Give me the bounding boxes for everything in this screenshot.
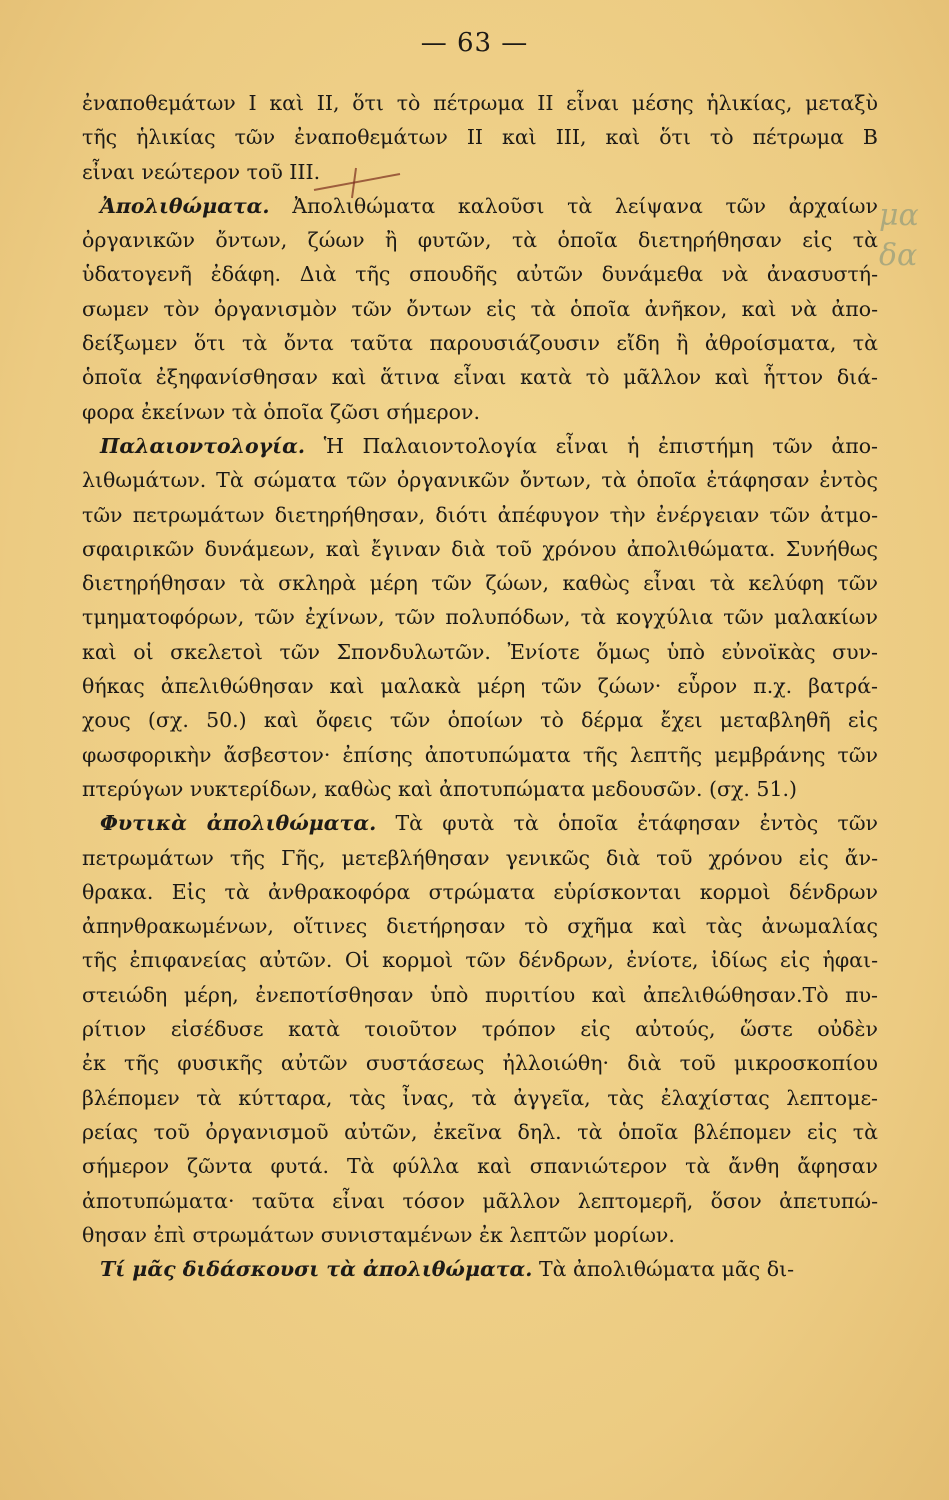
text-line: καὶ οἱ σκελετοὶ τῶν Σπονδυλωτῶν. Ἐνίοτε ὅμως ὑπὸ εὐνοϊκὰς συν- xyxy=(82,639,878,664)
text-line: βλέπομεν τὰ κύτταρα, τὰς ἶνας, τὰ ἀγγεῖα, τὰς ἐλαχίστας λεπτομε- xyxy=(82,1085,878,1110)
text-line: τμηματοφόρων, τῶν ἐχίνων, τῶν πολυπόδων, τὰ κογχύλια τῶν μαλακίων xyxy=(82,605,878,630)
section-heading: Φυτικὰ ἀπολιθώματα. xyxy=(100,811,377,836)
text-line: θησαν ἐπὶ στρωμάτων συνισταμένων ἐκ λεπτῶν μορίων. xyxy=(82,1222,675,1247)
text-line-first xyxy=(82,189,878,223)
section-heading: Παλαιοντολογία. xyxy=(100,433,305,458)
text-line: ὀργανικῶν ὄντων, ζώων ἢ φυτῶν, τὰ ὁποῖα διετηρήθησαν εἰς τὰ xyxy=(82,228,878,253)
text-line: ρίτιον εἰσέδυσε κατὰ τοιοῦτον τρόπον εἰς αὐτούς, ὥστε οὐδὲν xyxy=(82,1017,878,1042)
text-line-first xyxy=(82,806,878,840)
text-line: φορα ἐκείνων τὰ ὁποῖα ζῶσι σήμερον. xyxy=(82,399,480,424)
paragraph xyxy=(82,429,878,806)
text-line: εἶναι νεώτερον τοῦ ΙΙΙ. xyxy=(82,159,321,184)
text-line: τῶν πετρωμάτων διετηρήθησαν, διότι ἀπέφυγον τὴν ἐνέργειαν τῶν ἀτμο- xyxy=(82,502,878,527)
text-line: φωσφορικὴν ἄσβεστον· ἐπίσης ἀποτυπώματα τῆς λεπτῆς μεμβράνης τῶν xyxy=(82,742,878,767)
text-line: θήκας ἀπελιθώθησαν καὶ μαλακὰ μέρη τῶν ζώων· εὗρον π.χ. βατρά- xyxy=(82,674,878,699)
text-line: χους (σχ. 50.) καὶ ὄφεις τῶν ὁποίων τὸ δέρμα ἔχει μεταβληθῆ εἰς xyxy=(82,708,878,733)
paragraph xyxy=(82,189,878,429)
text-line: λιθωμάτων. Τὰ σώματα τῶν ὀργανικῶν ὄντων, τὰ ὁποῖα ἐτάφησαν ἐντὸς xyxy=(82,468,878,493)
text-line: σωμεν τὸν ὀργανισμὸν τῶν ὄντων εἰς τὰ ὁποῖα ἀνῆκον, καὶ νὰ ἀπο- xyxy=(82,296,878,321)
paragraph xyxy=(82,806,878,1252)
text-line: πτερύγων νυκτερίδων, καθὼς καὶ ἀποτυπώματα μεδουσῶν. (σχ. 51.) xyxy=(82,776,798,801)
margin-note: μα δα xyxy=(879,198,919,273)
text-line: πετρωμάτων τῆς Γῆς, μετεβλήθησαν γενικῶς διὰ τοῦ χρόνου εἰς ἄν- xyxy=(82,845,878,870)
text-line: θρακα. Εἰς τὰ ἀνθρακοφόρα στρώματα εὑρίσκονται κορμοὶ δένδρων xyxy=(82,879,878,904)
body-text xyxy=(82,86,878,1286)
text-line-first xyxy=(82,429,878,463)
text-run: Ἀπολιθώματα καλοῦσι τὰ λείψανα τῶν ἀρχαίων xyxy=(269,193,878,218)
text-line: ὑδατογενῆ ἐδάφη. Διὰ τῆς σπουδῆς αὐτῶν δυνάμεθα νὰ ἀνασυστή- xyxy=(82,262,878,287)
text-line: ἐναποθεμάτων Ι καὶ ΙΙ, ὅτι τὸ πέτρωμα ΙΙ εἶναι μέσης ἡλικίας, μεταξὺ xyxy=(82,91,878,115)
text-line: ἀπηνθρακωμένων, οἵτινες διετήρησαν τὸ σχῆμα καὶ τὰς ἀνωμαλίας xyxy=(82,914,878,939)
text-run: Τὰ ἀπολιθώματα μᾶς δι- xyxy=(532,1257,795,1282)
text-line: τῆς ἡλικίας τῶν ἐναποθεμάτων ΙΙ καὶ ΙΙΙ, καὶ ὅτι τὸ πέτρωμα Β xyxy=(82,125,878,150)
text-line: ἀποτυπώματα· ταῦτα εἶναι τόσον μᾶλλον λεπτομερῆ, ὅσον ἀπετυπώ- xyxy=(82,1188,878,1213)
text-line: ἐκ τῆς φυσικῆς αὐτῶν συστάσεως ἠλλοιώθη· διὰ τοῦ μικροσκοπίου xyxy=(82,1051,878,1076)
text-run: Ἡ Παλαιοντολογία εἶναι ἡ ἐπιστήμη τῶν ἀπο- xyxy=(305,433,878,458)
text-line-first xyxy=(82,1252,878,1286)
text-line: στειώδη μέρη, ἐνεποτίσθησαν ὑπὸ πυριτίου καὶ ἀπελιθώθησαν.Τὸ πυ- xyxy=(82,982,878,1007)
text-line: τῆς ἐπιφανείας αὐτῶν. Οἱ κορμοὶ τῶν δένδρων, ἐνίοτε, ἰδίως εἰς ἡφαι- xyxy=(82,948,878,973)
paragraph xyxy=(82,86,878,189)
text-line: σήμερον ζῶντα φυτά. Τὰ φύλλα καὶ σπανιώτερον τὰ ἄνθη ἄφησαν xyxy=(82,1154,878,1179)
section-heading: Ἀπολιθώματα. xyxy=(100,193,270,218)
text-run: Τὰ φυτὰ τὰ ὁποῖα ἐτάφησαν ἐντὸς τῶν xyxy=(376,811,878,836)
text-line: σφαιρικῶν δυνάμεων, καὶ ἔγιναν διὰ τοῦ χρόνου ἀπολιθώματα. Συνήθως xyxy=(82,536,878,561)
text-line: ρείας τοῦ ὀργανισμοῦ αὐτῶν, ἐκεῖνα δηλ. τὰ ὁποῖα βλέπομεν εἰς τὰ xyxy=(82,1119,878,1144)
text-line: ὁποῖα ἐξηφανίσθησαν καὶ ἅτινα εἶναι κατὰ τὸ μᾶλλον καὶ ἧττον διά- xyxy=(82,365,878,390)
page-number: — 63 — xyxy=(420,28,529,58)
text-line: διετηρήθησαν τὰ σκληρὰ μέρη τῶν ζώων, καθὼς εἶναι τὰ κελύφη τῶν xyxy=(82,571,878,596)
text-line: δείξωμεν ὅτι τὰ ὄντα ταῦτα παρουσιάζουσιν εἴδη ἢ ἀθροίσματα, τὰ xyxy=(82,331,878,356)
section-heading: Τί μᾶς διδάσκουσι τὰ ἀπολιθώματα. xyxy=(100,1257,533,1282)
paragraph xyxy=(82,1252,878,1286)
